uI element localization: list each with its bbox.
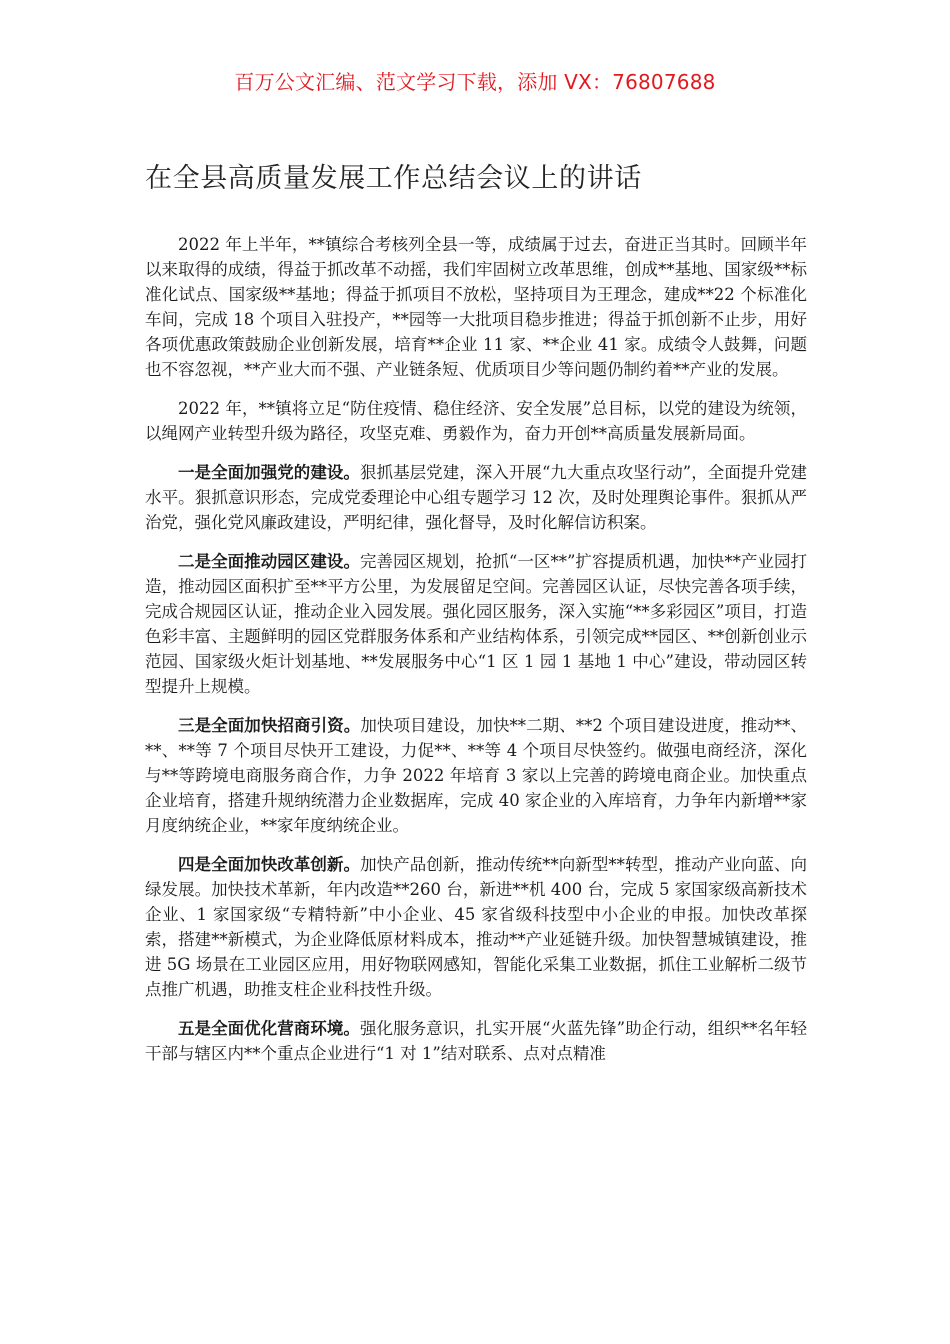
- paragraph: [145, 460, 807, 535]
- paragraph-text: 加快产品创新，推动传统**向新型**转型，推动产业向蓝、向绿发展。加快技术革新，年内改造**260 台，新进**机 400 台，完成 5 家国家级高新技术企业、1 家国家级“专精特新”中小企业、45 家省级科技型中小企业的申报。加快改革探索，搭建**新模式，为企业降低原材料成本，推动**产业延链升级。加快智慧城镇建设，推进 5G 场景在工业园区应用，用好物联网感知，智能化采集工业数据，抓住工业解析二级节点推广机遇，助推支柱企业科技性升级。: [145, 855, 808, 999]
- paragraph-text: 2022 年上半年，**镇综合考核列全县一等，成绩属于过去，奋进正当其时。回顾半年以来取得的成绩，得益于抓改革不动摇，我们牢固树立改革思维，创成**基地、国家级**标准化试点、国家级**基地；得益于抓项目不放松，坚持项目为王理念，建成**22 个标准化车间，完成 18 个项目入驻投产，**园等一大批项目稳步推进；得益于抓创新不止步，用好各项优惠政策鼓励企业创新发展，培育**企业 11 家、**企业 41 家。成绩令人鼓舞，问题也不容忽视，**产业大而不强、产业链条短、优质项目少等问题仍制约着**产业的发展。: [145, 235, 807, 379]
- paragraph: [145, 852, 807, 1002]
- document-body: [145, 232, 807, 1080]
- paragraph-lead: 一是全面加强党的建设。: [178, 463, 360, 482]
- paragraph-lead: 二是全面推动园区建设。: [178, 552, 360, 571]
- paragraph-text: 完善园区规划，抢抓“一区**”扩容提质机遇，加快**产业园打造，推动园区面积扩至**平方公里，为发展留足空间。完善园区认证，尽快完善各项手续，完成合规园区认证，推动企业入园发展。强化园区服务，深入实施“**多彩园区”项目，打造色彩丰富、主题鲜明的园区党群服务体系和产业结构体系，引领完成**园区、**创新创业示范园、国家级火炬计划基地、**发展服务中心“1 区 1 园 1 基地 1 中心”建设，带动园区转型提升上规模。: [145, 552, 807, 696]
- paragraph-lead: 四是全面加快改革创新。: [178, 855, 361, 874]
- paragraph: [145, 232, 807, 382]
- paragraph-lead: 三是全面加快招商引资。: [178, 716, 361, 735]
- paragraph-text: 2022 年，**镇将立足“防住疫情、稳住经济、安全发展”总目标，以党的建设为统领，以绳网产业转型升级为路径，攻坚克难、勇毅作为，奋力开创**高质量发展新局面。: [145, 399, 807, 443]
- paragraph: [145, 396, 807, 446]
- paragraph-lead: 五是全面优化营商环境。: [178, 1019, 360, 1038]
- paragraph: [145, 549, 807, 699]
- paragraph-text: 加快项目建设，加快**二期、**2 个项目建设进度，推动**、**、**等 7 个项目尽快开工建设，力促**、**等 4 个项目尽快签约。做强电商经济，深化与**等跨境电商服务商合作，力争 2022 年培育 3 家以上完善的跨境电商企业。加快重点企业培育，搭建升规纳统潜力企业数据库，完成 40 家企业的入库培育，力争年内新增**家月度纳统企业，**家年度纳统企业。: [145, 716, 807, 835]
- paragraph: [145, 1016, 807, 1066]
- document-title: 在全县高质量发展工作总结会议上的讲话: [145, 163, 642, 194]
- header-banner: 百万公文汇编、范文学习下载，添加 VX：76807688: [234, 70, 716, 94]
- paragraph-text: 狠抓基层党建，深入开展“九大重点攻坚行动”，全面提升党建水平。狠抓意识形态，完成党委理论中心组专题学习 12 次，及时处理舆论事件。狠抓从严治党，强化党风廉政建设，严明纪律，强化督导，及时化解信访积案。: [145, 463, 808, 532]
- paragraph: [145, 713, 807, 838]
- paragraph-text: 强化服务意识，扎实开展“火蓝先锋”助企行动，组织**名年轻干部与辖区内**个重点企业进行“1 对 1”结对联系、点对点精准: [145, 1019, 808, 1063]
